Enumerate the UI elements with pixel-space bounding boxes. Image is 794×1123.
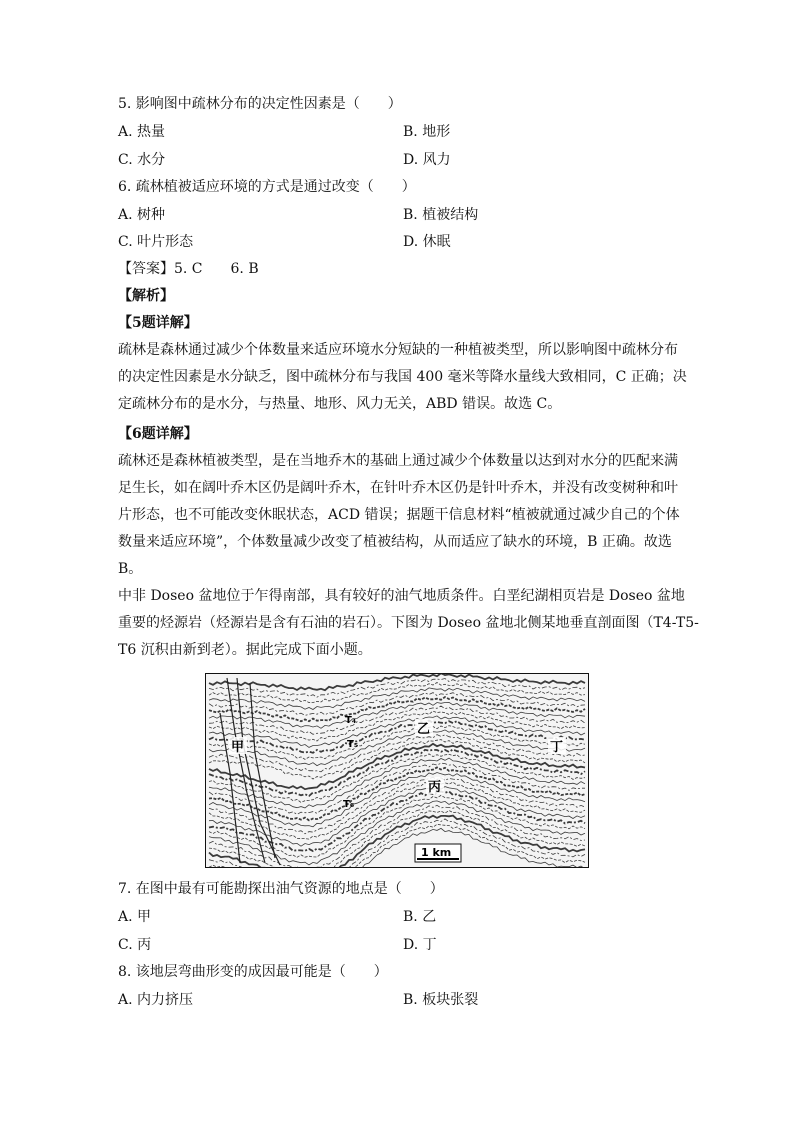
intro-line-2: 重要的烃源岩（烃源岩是含有石油的岩石）。下图为 Doseo 盆地北侧某地垂直剖面图（T4-T5- bbox=[118, 615, 699, 631]
label-jia: 甲 bbox=[231, 740, 245, 755]
q7-option-d: D. 丁 bbox=[403, 937, 437, 953]
q5-stem: 5. 影响图中疏林分布的决定性因素是（ ） bbox=[118, 96, 402, 112]
q7-option-a: A. 甲 bbox=[118, 909, 152, 925]
q7-option-b: B. 乙 bbox=[403, 909, 437, 925]
q8-stem: 8. 该地层弯曲形变的成因最可能是（ ） bbox=[118, 964, 388, 980]
q5-option-b: B. 地形 bbox=[403, 124, 451, 140]
q5-option-d: D. 风力 bbox=[403, 152, 451, 168]
label-t5: T₅ bbox=[347, 739, 359, 750]
answer-line: 【答案】5. C 6. B bbox=[118, 261, 259, 277]
label-bing: 丙 bbox=[428, 780, 442, 795]
scale-bar bbox=[415, 844, 461, 862]
q5-option-a: A. 热量 bbox=[118, 124, 166, 140]
q6-option-b: B. 植被结构 bbox=[403, 207, 479, 223]
q8-option-a: A. 内力挤压 bbox=[118, 992, 194, 1008]
intro-line-3: T6 沉积由新到老）。据此完成下面小题。 bbox=[118, 642, 372, 658]
q6-detail-line-3: 片形态，也不可能改变休眠状态，ACD 错误；据题干信息材料“植被就通过减少自己的个体 bbox=[118, 507, 680, 523]
label-yi: 乙 bbox=[417, 722, 431, 737]
q5-detail-line-1: 疏林是森林通过减少个体数量来适应环境水分短缺的一种植被类型，所以影响图中疏林分布 bbox=[118, 342, 678, 358]
q6-stem: 6. 疏林植被适应环境的方式是通过改变（ ） bbox=[118, 179, 416, 195]
q6-option-a: A. 树种 bbox=[118, 207, 166, 223]
q6-detail-label: 【6题详解】 bbox=[118, 426, 198, 442]
q5-detail-label: 【5题详解】 bbox=[118, 315, 198, 331]
intro-paragraph bbox=[118, 583, 699, 664]
q6-detail-paragraph bbox=[118, 448, 678, 583]
q5-detail-line-2: 的决定性因素是水分缺乏，图中疏林分布与我国 400 毫米等降水量线大致相同，C 正确；决 bbox=[118, 369, 687, 385]
intro-line-1: 中非 Doseo 盆地位于乍得南部，具有较好的油气地质条件。白垩纪湖相页岩是 Doseo 盆地 bbox=[118, 588, 685, 604]
q6-detail-line-5: B。 bbox=[118, 561, 143, 577]
scale-bar-label: 1 km bbox=[421, 846, 452, 859]
q7-stem: 7. 在图中最有可能勘探出油气资源的地点是（ ） bbox=[118, 881, 444, 897]
q6-detail-line-4: 数量来适应环境”，个体数量减少改变了植被结构，从而适应了缺水的环境，B 正确。故选 bbox=[118, 534, 672, 550]
label-t6: T₆ bbox=[343, 799, 355, 810]
q6-option-d: D. 休眠 bbox=[403, 234, 451, 250]
q7-option-c: C. 丙 bbox=[118, 937, 152, 953]
q5-detail-paragraph bbox=[118, 337, 687, 418]
seismic-profile-figure bbox=[205, 673, 589, 868]
q8-option-b: B. 板块张裂 bbox=[403, 992, 479, 1008]
q5-option-c: C. 水分 bbox=[118, 152, 166, 168]
q5-detail-line-3: 定疏林分布的是水分，与热量、地形、风力无关，ABD 错误。故选 C。 bbox=[118, 396, 562, 412]
label-t4: T₄ bbox=[345, 715, 357, 726]
q6-option-c: C. 叶片形态 bbox=[118, 234, 194, 250]
q6-detail-line-2: 足生长，如在阔叶乔木区仍是阔叶乔木，在针叶乔木区仍是针叶乔木，并没有改变树种和叶 bbox=[118, 480, 678, 496]
analysis-label: 【解析】 bbox=[118, 288, 174, 304]
label-ding: 丁 bbox=[550, 740, 564, 755]
q6-detail-line-1: 疏林还是森林植被类型，是在当地乔木的基础上通过减少个体数量以达到对水分的匹配来满 bbox=[118, 453, 678, 469]
